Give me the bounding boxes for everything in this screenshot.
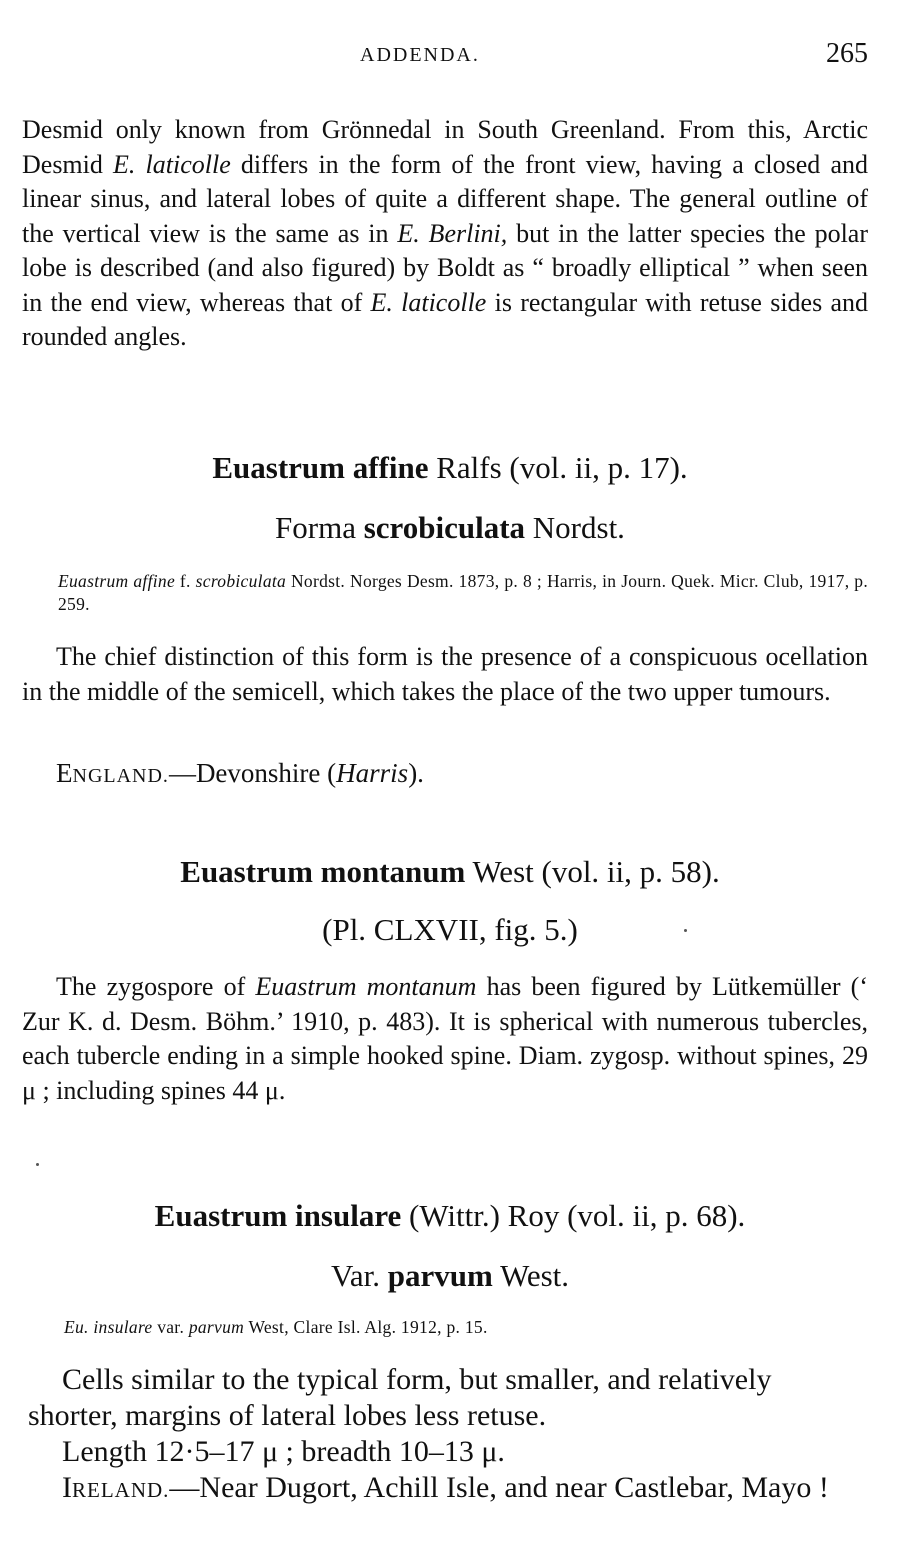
locality-initial: I bbox=[62, 1471, 72, 1504]
species-heading-affine bbox=[0, 450, 900, 486]
desc-text: The zygospore of bbox=[56, 972, 256, 1001]
locality-ireland bbox=[28, 1470, 868, 1508]
intro-text: Desmid only known from Grönnedal in South Greenland. From this, Arctic Desmid bbox=[22, 115, 868, 179]
locality-country: RELAND. bbox=[72, 1478, 170, 1502]
locality-text: ). bbox=[408, 758, 424, 788]
citation-name: scrobiculata bbox=[195, 571, 287, 591]
citation-name: Eu. insulare bbox=[64, 1317, 153, 1337]
citation-affine bbox=[58, 570, 868, 616]
page-number: 265 bbox=[826, 38, 868, 69]
citation-name: parvum bbox=[188, 1317, 245, 1337]
species-name: Euastrum montanum bbox=[180, 854, 466, 889]
insulare-description: Cells similar to the typical form, but smaller, and relatively shorter, margins of lateral lobes less retuse. bbox=[28, 1363, 772, 1432]
measurements: Length 12·5–17 μ ; breadth 10–13 μ. bbox=[62, 1435, 505, 1468]
plate-reference: (Pl. CLXVII, fig. 5.) bbox=[322, 912, 578, 947]
forma-label: Forma bbox=[275, 510, 364, 545]
variety-name: parvum bbox=[387, 1258, 493, 1293]
species-ref: E. laticolle bbox=[113, 149, 231, 179]
desc-text: has been figured by Lütkemüller (‘ Zur K. d. Desm. Böhm.’ 1910, p. 483). It is spherical with numerous tubercles, each tubercle ending in a simple hooked spine. Diam. zygosp. without spines, 29 μ ; including spines 44 μ. bbox=[22, 972, 868, 1105]
running-title: ADDENDA. bbox=[360, 44, 480, 66]
variety-label: Var. bbox=[330, 1258, 388, 1293]
forma-authority: Nordst. bbox=[525, 510, 625, 545]
citation-text: var. bbox=[152, 1317, 189, 1337]
species-ref: Euastrum montanum bbox=[255, 972, 477, 1001]
variety-heading bbox=[0, 1258, 900, 1294]
species-ref: E. laticolle bbox=[370, 287, 487, 317]
locality-england bbox=[56, 758, 424, 789]
affine-description: The chief distinction of this form is the presence of a conspicuous ocellation in the middle of the semicell, which takes the place of the two upper tumours. bbox=[22, 642, 868, 706]
citation-text: f. bbox=[175, 571, 196, 591]
locality-country: NGLAND. bbox=[72, 765, 169, 787]
citation-name: Euastrum affine bbox=[58, 571, 176, 591]
print-speck bbox=[36, 1163, 39, 1166]
species-name: Euastrum affine bbox=[212, 450, 429, 485]
species-heading-insulare bbox=[0, 1198, 900, 1234]
intro-text: differs in the form of the front view, having a closed and linear sinus, and lateral lobes of quite a different shape. The general outline of the vertical view is the same as in bbox=[22, 149, 868, 248]
intro-text: is rectangular with retuse sides and rounded angles. bbox=[22, 287, 868, 351]
montanum-description bbox=[22, 970, 868, 1108]
species-name: Euastrum insulare bbox=[154, 1198, 402, 1233]
species-authority: (Wittr.) Roy (vol. ii, p. 68). bbox=[401, 1198, 746, 1233]
locality-text: —Near Dugort, Achill Isle, and near Castlebar, Mayo ! bbox=[169, 1471, 829, 1504]
variety-authority: West. bbox=[492, 1258, 570, 1293]
forma-heading bbox=[0, 510, 900, 546]
species-authority: Ralfs (vol. ii, p. 17). bbox=[428, 450, 688, 485]
locality-text: —Devonshire ( bbox=[168, 758, 337, 788]
species-heading-montanum bbox=[0, 854, 900, 890]
intro-text: but in the latter species the polar lobe is described (and also figured) by Boldt as “ broadly elliptical ” when seen in the end view, whereas that of bbox=[22, 218, 869, 317]
citation-insulare bbox=[64, 1316, 874, 1339]
locality-initial: E bbox=[56, 758, 73, 788]
page-header bbox=[0, 38, 900, 78]
intro-paragraph bbox=[22, 113, 868, 355]
locality-collector: Harris bbox=[336, 758, 409, 788]
print-speck bbox=[684, 929, 687, 932]
species-ref: E. Berlini, bbox=[397, 218, 508, 248]
insulare-description-block bbox=[28, 1362, 868, 1508]
citation-text: Nordst. Norges Desm. 1873, p. 8 ; Harris, in Journ. Quek. Micr. Club, 1917, p. 259. bbox=[58, 571, 868, 614]
citation-text: West, Clare Isl. Alg. 1912, p. 15. bbox=[244, 1317, 488, 1337]
forma-name: scrobiculata bbox=[363, 510, 526, 545]
species-authority: West (vol. ii, p. 58). bbox=[465, 854, 720, 889]
